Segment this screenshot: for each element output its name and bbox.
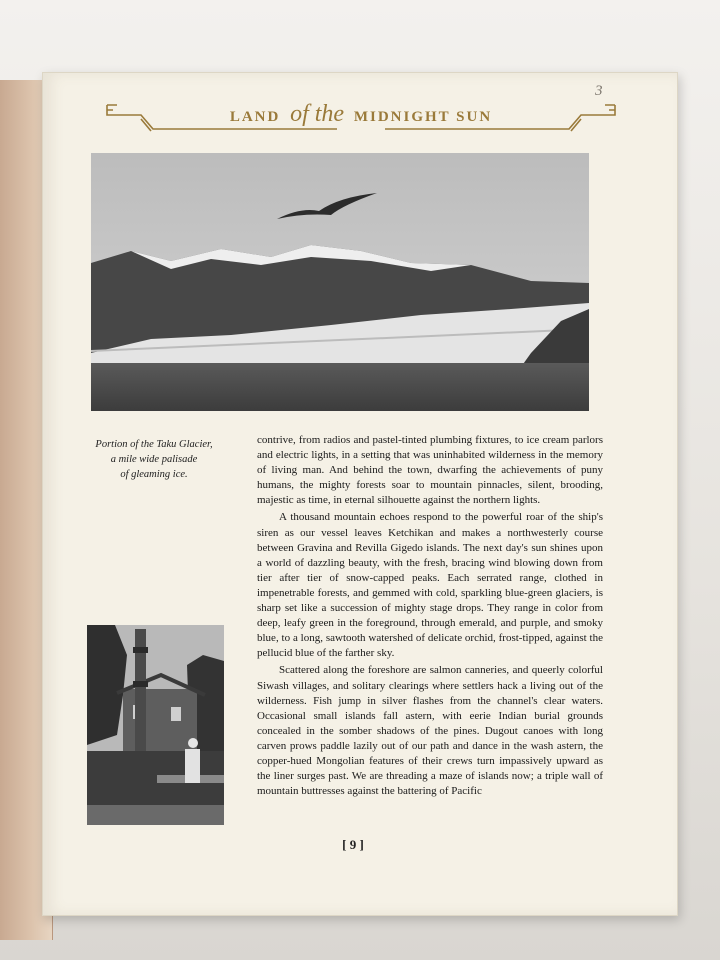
title-of-the: of the [290,101,345,127]
page-header [101,95,621,155]
article-body [257,433,603,799]
handwritten-folio-mark: 3 [595,83,603,99]
photo-caption [79,437,229,482]
caption-line: a mile wide palisade [110,454,198,465]
caption-line: Portion of the Taku Glacier, [95,439,213,450]
header-title [101,101,621,128]
title-midnight-sun: MIDNIGHT SUN [353,109,493,125]
title-land: LAND [229,109,281,125]
article-paragraph: A thousand mountain echoes respond to the powerful roar of the ship's siren as our vessel leaves Ketchikan and makes a northwesterly course between Gravina and Revilla Gigedo islands. The next day's sun shines upon a world of dazzling beauty, with the fresh, bracing wind blowing down from tier after tier of snow-capped peaks. Each serrated range, clothed in impenetrable forests, and gemmed with cold, sparkling blue-green glaciers, is sharp set like a succession of mighty stage drops. They range in color from deep, leafy green in the foreground, through emerald, and purple, and smoky blue, to a long, sawtooth watershed of delicate orchid, frost-tipped, against the pellucid blue of the farther sky. [257,511,603,660]
caption-line: of gleaming ice. [120,469,188,480]
article-paragraph: contrive, from radios and pastel-tinted plumbing fixtures, to ice cream parlors and electric lights, in a setting that was uninhabited wilderness in the memory of living man. And behind the town, dwarfing the achievements of puny humans, the mighty forests soar to mountain pinnacles, silent, brooding, majestic as time, in eternal silhouette against the northern lights. [257,434,603,507]
totem-photo [87,625,224,825]
page-number: [ 9 ] [342,837,364,852]
magazine-page [42,72,678,916]
glacier-photo [91,153,589,411]
article-paragraph: Scattered along the foreshore are salmon canneries, and queerly colorful Siwash villages, and solitary clearings where settlers hack a living out of the wilderness. Fish jump in silver flashes from the channel's clear waters. Occasional small islands fall astern, with eerie Indian burial grounds concealed in the somber shadows of the pines. Dugout canoes with long carven prows paddle lazily out of our path and dance in the wash astern, the copper-hued Mongolian features of their crews turn impassively upward as the liner surges past. We are threading a maze of islands now; a triple wall of mountain buttresses against the battering of Pacific [257,664,603,798]
